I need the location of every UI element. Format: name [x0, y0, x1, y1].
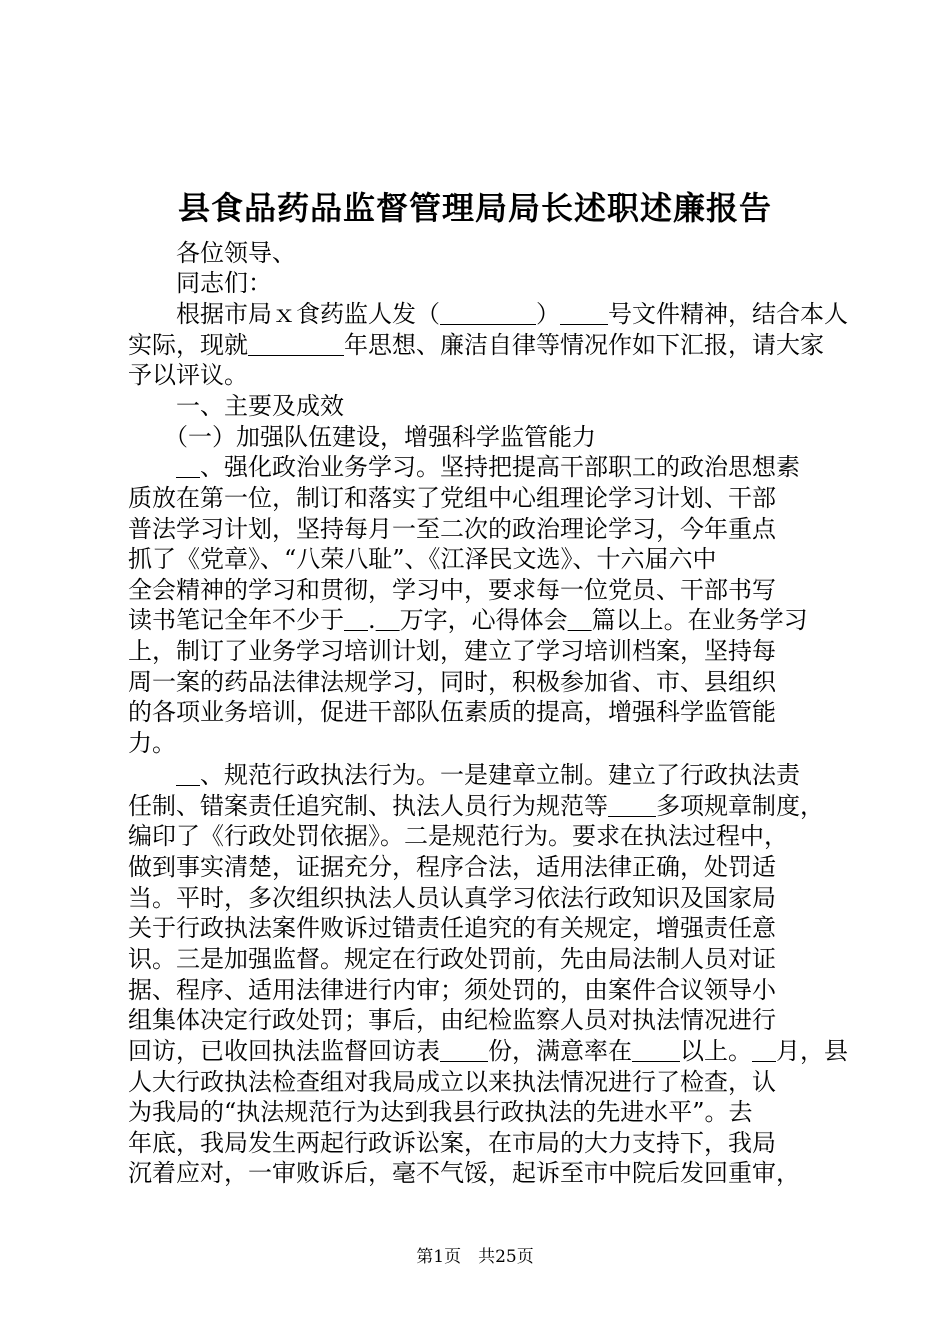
subsection-heading: （一）加强队伍建设，增强科学监管能力 [128, 423, 596, 451]
paragraph-line: 周一案的药品法律法规学习，同时，积极参加省、市、县组织 [128, 668, 776, 696]
paragraph-line: 人大行政执法检查组对我局成立以来执法情况进行了检查，认 [128, 1068, 776, 1096]
paragraph-line: 组集体决定行政处罚；事后，由纪检监察人员对执法情况进行 [128, 1006, 776, 1034]
section-heading: 一、主要及成效 [128, 392, 344, 420]
paragraph-line: 编印了《行政处罚依据》。二是规范行为。要求在执法过程中， [128, 822, 788, 850]
paragraph-line: 年底，我局发生两起行政诉讼案，在市局的大力支持下，我局 [128, 1129, 776, 1157]
paragraph-line: 识。三是加强监督。规定在行政处罚前，先由局法制人员对证 [128, 945, 776, 973]
paragraph-line: 的各项业务培训，促进干部队伍素质的提高，增强科学监管能 [128, 698, 776, 726]
document-title: 县食品药品监督管理局局长述职述廉报告 [177, 189, 772, 227]
paragraph-line: 关于行政执法案件败诉过错责任追究的有关规定，增强责任意 [128, 914, 776, 942]
paragraph-line: 抓了《党章》、“八荣八耻”、《江泽民文选》、十六届六中 [128, 545, 717, 573]
paragraph-line: 实际，现就＿＿＿＿年思想、廉洁自律等情况作如下汇报，请大家 [128, 331, 824, 359]
paragraph-line: 为我局的“执法规范行为达到我县行政执法的先进水平”。去 [128, 1098, 753, 1126]
paragraph-line: 质放在第一位，制订和落实了党组中心组理论学习计划、干部 [128, 484, 776, 512]
paragraph-line: 普法学习计划，坚持每月一至二次的政治理论学习，今年重点 [128, 515, 776, 543]
paragraph-line: ＿、规范行政执法行为。一是建章立制。建立了行政执法责 [128, 761, 800, 789]
paragraph-line: 当。平时，多次组织执法人员认真学习依法行政知识及国家局 [128, 884, 776, 912]
paragraph-line: 予以评议。 [128, 361, 248, 389]
paragraph-line: 同志们： [128, 269, 272, 297]
paragraph-line: 据、程序、适用法律进行内审；须处罚的，由案件合议领导小 [128, 976, 776, 1004]
paragraph-line: 根据市局ｘ食药监人发（＿＿＿＿）＿＿号文件精神，结合本人 [128, 300, 848, 328]
paragraph-line: 力。 [128, 729, 176, 757]
paragraph-line: ＿、强化政治业务学习。坚持把提高干部职工的政治思想素 [128, 453, 800, 481]
paragraph-line: 全会精神的学习和贯彻，学习中，要求每一位党员、干部书写 [128, 576, 776, 604]
paragraph-line: 上，制订了业务学习培训计划，建立了学习培训档案，坚持每 [128, 637, 776, 665]
paragraph-line: 回访，已收回执法监督回访表＿＿份，满意率在＿＿以上。＿月，县 [128, 1037, 848, 1065]
paragraph-line: 各位领导、 [128, 239, 296, 267]
paragraph-line: 任制、错案责任追究制、执法人员行为规范等＿＿多项规章制度， [128, 792, 824, 820]
page-number-footer: 第1页 共25页 [416, 1247, 534, 1267]
paragraph-line: 做到事实清楚，证据充分，程序合法，适用法律正确，处罚适 [128, 853, 776, 881]
paragraph-line: 读书笔记全年不少于＿.＿万字，心得体会＿篇以上。在业务学习 [128, 606, 808, 634]
paragraph-line: 沉着应对，一审败诉后，毫不气馁，起诉至市中院后发回重审， [128, 1159, 800, 1187]
